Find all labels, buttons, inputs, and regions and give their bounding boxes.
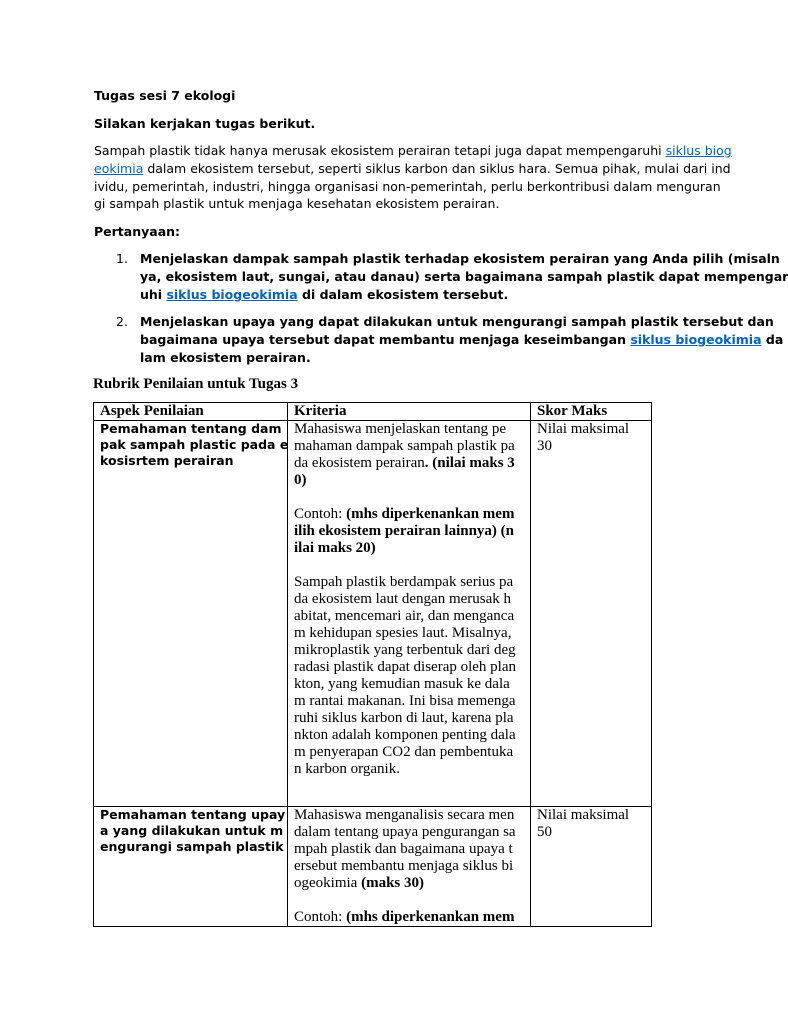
header-skor: Skor Maks xyxy=(531,403,652,421)
rubric-header-row xyxy=(94,403,652,421)
rubric-row-2 xyxy=(94,807,652,927)
intro-line-3: ividu, pemerintah, industri, hingga organisasi non-pemerintah, perlu berkontribusi dalam menguran xyxy=(94,179,721,194)
q2-line-3: lam ekosistem perairan. xyxy=(140,350,311,365)
row2-aspect: Pemahaman tentang upay a yang dilakukan untuk m engurangi sampah plastik xyxy=(100,807,286,854)
header-kriteria: Kriteria xyxy=(288,403,531,421)
row2-criteria-p1: Mahasiswa menganalisis secara men dalam tentang upaya pengurangan sa mpah plastik dan bagaimana upaya t ersebut membantu menjaga siklus bi ogeokimia (maks 30) xyxy=(294,807,516,891)
row2-aspect-cell xyxy=(94,807,288,927)
intro-line-1: Sampah plastik tidak hanya merusak ekosistem perairan tetapi juga dapat mempengaruhi siklus biog xyxy=(94,143,732,158)
intro-line-2: eokimia dalam ekosistem tersebut, seperti siklus karbon dan siklus hara. Semua pihak, mulai dari ind xyxy=(94,161,731,176)
row1-criteria-p1: Mahasiswa menjelaskan tentang pe mahaman dampak sampah plastik pa da ekosistem perairan. (nilai maks 3 0) xyxy=(294,421,515,488)
row1-aspect: Pemahaman tentang dam pak sampah plastic pada e kosisrtem perairan xyxy=(100,421,289,468)
intro-line-4: gi sampah plastik untuk menjaga kesehatan ekosistem perairan. xyxy=(94,196,500,211)
q1-siklus-link[interactable]: siklus biogeokimia xyxy=(166,287,298,302)
q1-line-2: ya, ekosistem laut, sungai, atau danau) serta bagaimana sampah plastik dapat mempengar xyxy=(140,269,788,284)
row1-criteria-p2: Contoh: (mhs diperkenankan mem ilih ekosistem perairan lainnya) (n ilai maks 20) xyxy=(294,506,515,556)
doc-title: Tugas sesi 7 ekologi xyxy=(94,88,236,103)
rubric-row-1 xyxy=(94,421,652,807)
row1-score: Nilai maksimal 30 xyxy=(537,421,630,454)
doc-instruction: Silakan kerjakan tugas berikut. xyxy=(94,116,316,131)
row1-criteria-cell xyxy=(288,421,531,807)
row1-criteria-p3: Sampah plastik berdampak serius pa da ekosistem laut dengan merusak h abitat, mencemari air, dan menganca m kehidupan spesies laut. Misalnya, mikroplastik yang terbentuk dari deg radasi plastik dapat diserap oleh plan kton, yang kemudian masuk ke dala m rantai makanan. Ini bisa memenga ruhi siklus karbon di laut, karena pla nkton adalah komponen penting dala m penyerapan CO2 dan pembentuka n karbon organik. xyxy=(294,574,517,777)
questions-heading: Pertanyaan: xyxy=(94,224,181,239)
row1-score-cell xyxy=(531,421,652,807)
rubric-table xyxy=(93,402,652,927)
q2-siklus-link[interactable]: siklus biogeokimia xyxy=(630,332,762,347)
q1-number: 1. xyxy=(116,251,128,266)
row2-criteria-p2: Contoh: (mhs diperkenankan mem xyxy=(294,909,515,925)
q1-line-3: uhi siklus biogeokimia di dalam ekosistem tersebut. xyxy=(140,287,509,302)
row1-aspect-cell xyxy=(94,421,288,807)
q2-line-1: Menjelaskan upaya yang dapat dilakukan untuk mengurangi sampah plastik tersebut dan xyxy=(140,314,774,329)
q1-line-1: Menjelaskan dampak sampah plastik terhadap ekosistem perairan yang Anda pilih (misaln xyxy=(140,251,780,266)
row2-score-cell xyxy=(531,807,652,927)
siklus-biogeokimia-link[interactable]: siklus biog xyxy=(665,143,732,158)
q2-line-2: bagaimana upaya tersebut dapat membantu menjaga keseimbangan siklus biogeokimia da xyxy=(140,332,784,347)
rubric-title: Rubrik Penilaian untuk Tugas 3 xyxy=(93,376,299,392)
siklus-biogeokimia-link-cont[interactable]: eokimia xyxy=(94,161,144,176)
row2-criteria-cell xyxy=(288,807,531,927)
q2-number: 2. xyxy=(116,314,128,329)
row2-score: Nilai maksimal 50 xyxy=(537,807,630,840)
header-aspek: Aspek Penilaian xyxy=(94,403,288,421)
